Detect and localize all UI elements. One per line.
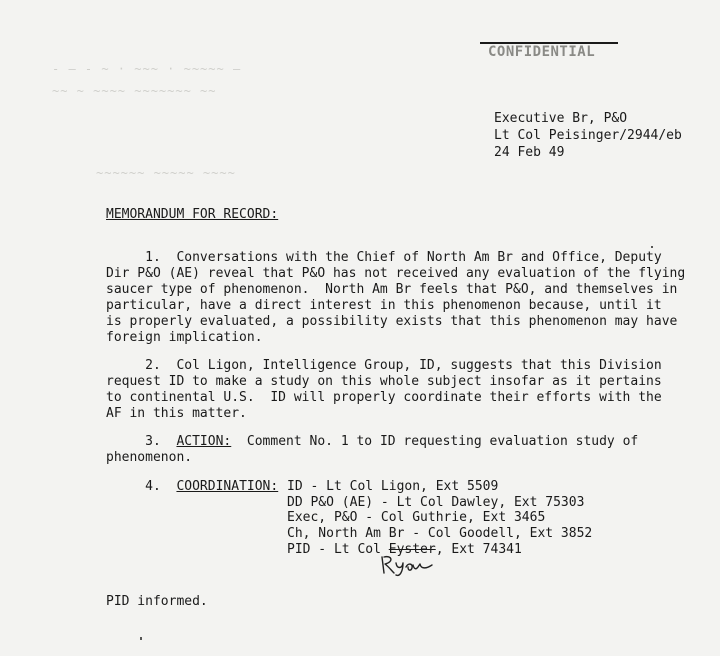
action-heading: ACTION:: [176, 434, 232, 449]
footer-note: PID informed.: [106, 594, 208, 609]
paragraph-line: AF in this matter.: [106, 405, 247, 421]
struck-name: Eyster: [388, 541, 436, 557]
entry-suffix: , Ext 74341: [435, 541, 522, 557]
paragraph-line: Dir P&O (AE) reveal that P&O has not received any evaluation of the flying: [106, 265, 686, 281]
paragraph-1: [106, 250, 685, 345]
classification-mark: CONFIDENTIAL: [488, 44, 596, 60]
paragraph-line: 1. Conversations with the Chief of North Am Br and Office, Deputy: [106, 250, 662, 265]
coordination-list: [287, 479, 592, 558]
paragraph-line: phenomenon.: [106, 449, 193, 465]
paragraph-3: [106, 434, 638, 466]
paragraph-line: [106, 434, 638, 450]
paragraph-line: request ID to make a study on this whole subject insofar as it pertains: [106, 373, 662, 389]
entry-prefix: PID - Lt Col: [287, 541, 389, 557]
coordination-entry: ID - Lt Col Ligon, Ext 5509: [287, 479, 499, 494]
coordination-heading: COORDINATION:: [176, 479, 279, 494]
paragraph-line: 2. Col Ligon, Intelligence Group, ID, suggests that this Division: [106, 358, 662, 373]
coordination-entry: DD P&O (AE) - Lt Col Dawley, Ext 75303: [287, 494, 585, 510]
action-text: Comment No. 1 to ID requesting evaluation study of: [231, 434, 639, 449]
author-ref-line: Lt Col Peisinger/2944/eb: [494, 128, 682, 143]
date-line: 24 Feb 49: [494, 145, 565, 160]
coordination-entry: Ch, North Am Br - Col Goodell, Ext 3852: [287, 526, 593, 542]
bleed-through-marks: - — - ~ · ~~~ · ~~~~~ —: [52, 62, 242, 76]
bleed-through-marks: ~~ ~ ~~~~ ~~~~~~~ ~~: [52, 84, 217, 98]
paragraph-line: foreign implication.: [106, 329, 263, 345]
page-mark: [651, 246, 653, 248]
paragraph-line: to continental U.S. ID will properly coordinate their efforts with the: [106, 389, 662, 405]
coordination-entry: Exec, P&O - Col Guthrie, Ext 3465: [287, 510, 546, 526]
office-line: Executive Br, P&O: [494, 111, 628, 126]
handwritten-correction-ryan: [378, 553, 442, 577]
paragraph-number: 4.: [106, 479, 177, 494]
bleed-through-marks: ~~~~~~ ~~~~~ ~~~~: [96, 166, 236, 180]
paragraph-number: 3.: [106, 434, 177, 449]
paragraph-line: is properly evaluated, a possibility exists that this phenomenon may have: [106, 313, 678, 329]
memo-title: MEMORANDUM FOR RECORD:: [106, 207, 279, 222]
page-mark: [140, 637, 142, 640]
header-block: [494, 110, 682, 161]
paragraph-line: particular, have a direct interest in this phenomenon because, until it: [106, 297, 662, 313]
paragraph-2: [106, 358, 662, 422]
coordination-heading-row: [106, 479, 278, 495]
paragraph-line: saucer type of phenomenon. North Am Br feels that P&O, and themselves in: [106, 281, 678, 297]
